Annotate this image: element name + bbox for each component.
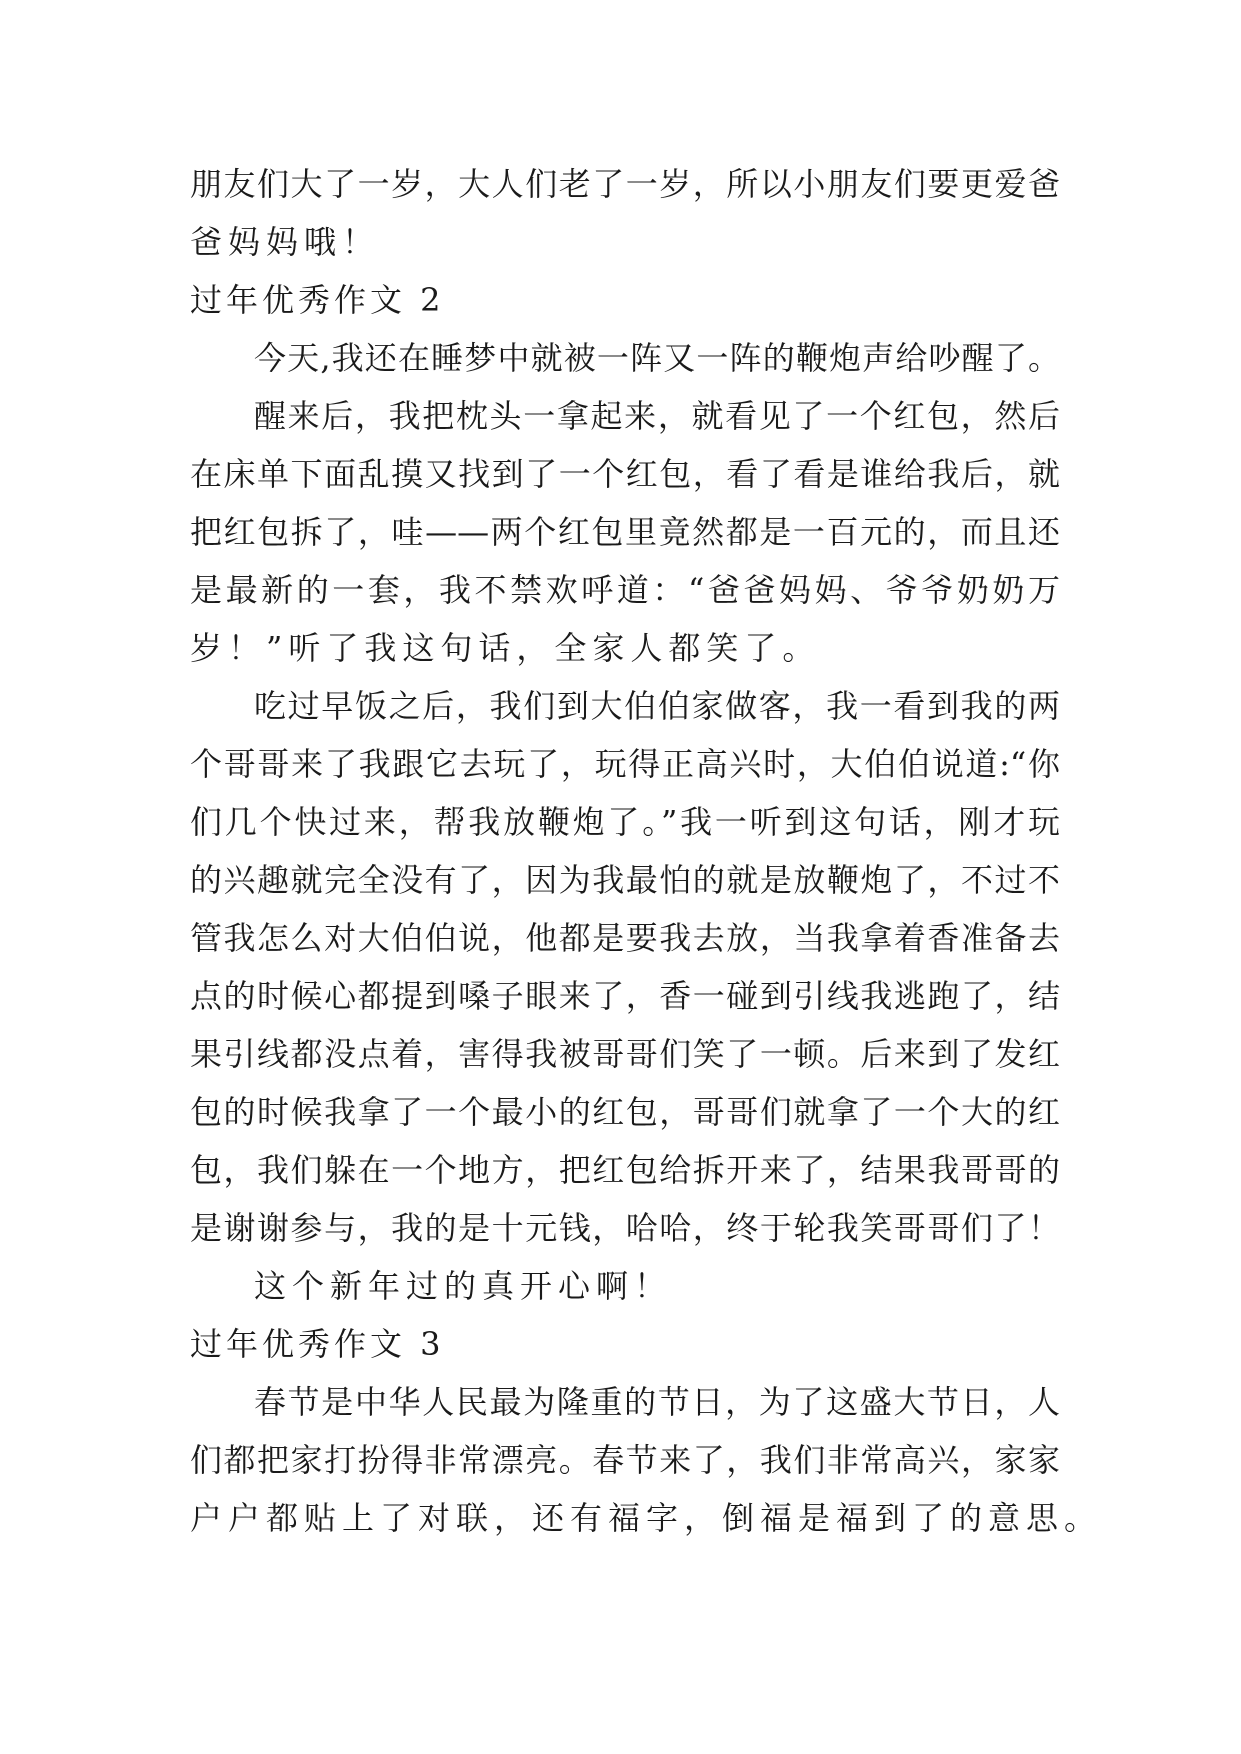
paragraph-line: 爸妈妈哦！ (190, 223, 381, 261)
paragraph-line: 包，我们躲在一个地方，把红包给拆开来了，结果我哥哥的 (190, 1151, 1060, 1189)
paragraph-line: 春节是中华人民最为隆重的节日，为了这盛大节日，人 (254, 1383, 1060, 1421)
paragraph-line: 管我怎么对大伯伯说，他都是要我去放，当我拿着香准备去 (190, 919, 1060, 957)
section-heading: 过年优秀作文 2 (190, 281, 445, 319)
paragraph-line: 们几个快过来，帮我放鞭炮了。”我一听到这句话，刚才玩 (190, 803, 1060, 841)
paragraph-line: 今天,我还在睡梦中就被一阵又一阵的鞭炮声给吵醒了。 (254, 339, 1060, 377)
paragraph-line: 醒来后，我把枕头一拿起来，就看见了一个红包，然后 (254, 397, 1060, 435)
paragraph-line: 在床单下面乱摸又找到了一个红包，看了看是谁给我后，就 (190, 455, 1060, 493)
paragraph-line: 户户都贴上了对联，还有福字，倒福是福到了的意思。 (190, 1499, 1103, 1537)
paragraph-line: 是最新的一套，我不禁欢呼道：“爸爸妈妈、爷爷奶奶万 (190, 571, 1060, 609)
section-heading: 过年优秀作文 3 (190, 1325, 445, 1363)
paragraph-line: 的兴趣就完全没有了，因为我最怕的就是放鞭炮了，不过不 (190, 861, 1060, 899)
paragraph-line: 点的时候心都提到嗓子眼来了，香一碰到引线我逃跑了，结 (190, 977, 1060, 1015)
paragraph-line: 果引线都没点着，害得我被哥哥们笑了一顿。后来到了发红 (190, 1035, 1060, 1073)
paragraph-line: 个哥哥来了我跟它去玩了，玩得正高兴时，大伯伯说道:“你 (190, 745, 1060, 783)
paragraph-line: 朋友们大了一岁，大人们老了一岁，所以小朋友们要更爱爸 (190, 165, 1060, 203)
paragraph-line: 把红包拆了，哇——两个红包里竟然都是一百元的，而且还 (190, 513, 1060, 551)
paragraph-line: 们都把家打扮得非常漂亮。春节来了，我们非常高兴，家家 (190, 1441, 1060, 1479)
paragraph-line: 这个新年过的真开心啊！ (254, 1267, 673, 1305)
paragraph-line: 岁！”听了我这句话，全家人都笑了。 (190, 629, 821, 667)
paragraph-line: 吃过早饭之后，我们到大伯伯家做客，我一看到我的两 (254, 687, 1060, 725)
paragraph-line: 是谢谢参与，我的是十元钱，哈哈，终于轮我笑哥哥们了！ (190, 1209, 1060, 1247)
paragraph-line: 包的时候我拿了一个最小的红包，哥哥们就拿了一个大的红 (190, 1093, 1060, 1131)
